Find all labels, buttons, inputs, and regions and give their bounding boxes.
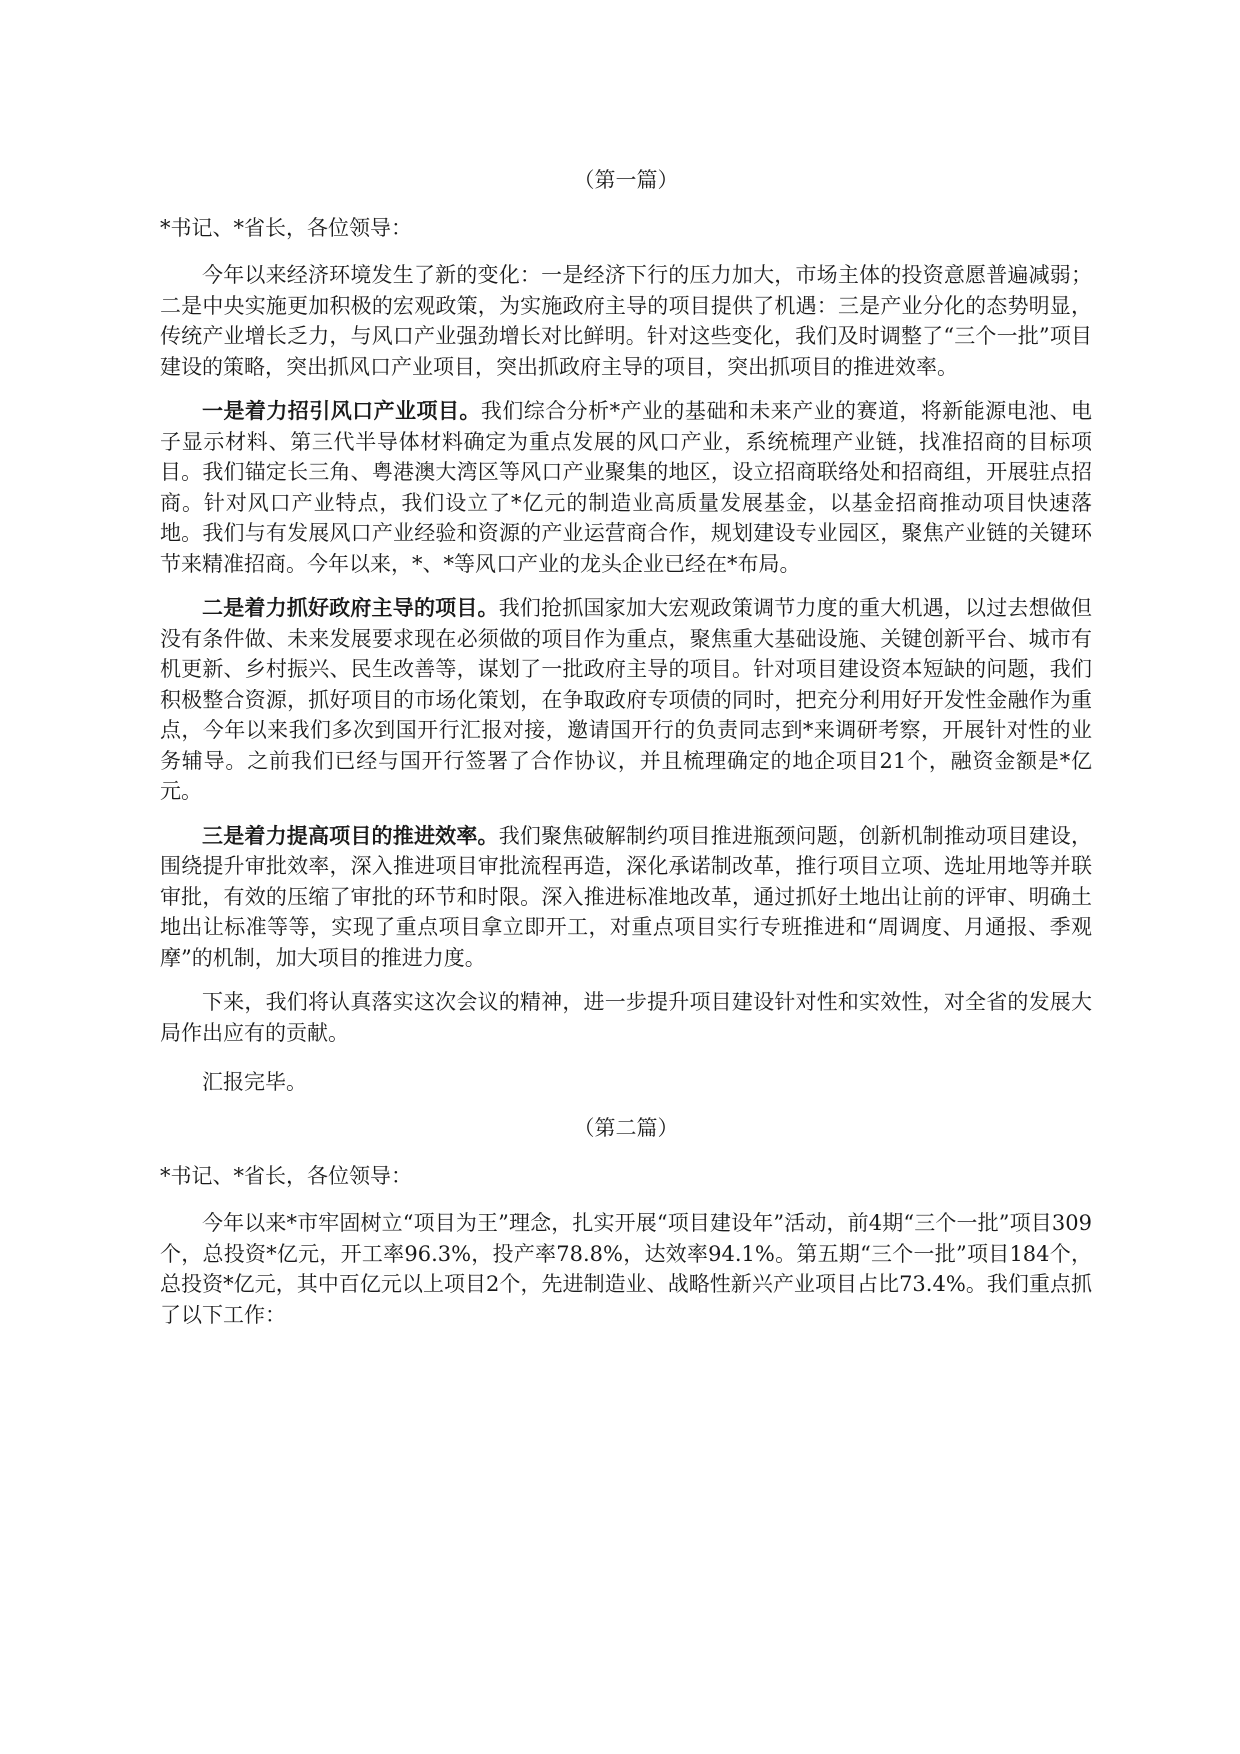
article2-heading: （第二篇）	[573, 1116, 679, 1140]
article2-intro: 今年以来*市牢固树立“项目为王”理念，扎实开展“项目建设年”活动，前4期“三个一批”项目309个，总投资*亿元，开工率96.3%，投产率78.8%，达效率94.1%。第五期“三个一批”项目184个，总投资*亿元，其中百亿元以上项目2个，先进制造业、战略性新兴产业项目占比73.4%。我们重点抓了以下工作：	[160, 1211, 1092, 1327]
document-page	[160, 160, 1092, 1344]
article1-point3-lead: 三是着力提高项目的推进效率。	[202, 822, 499, 848]
article1-point2-body: 我们抢抓国家加大宏观政策调节力度的重大机遇，以过去想做但没有条件做、未来发展要求现在必须做的项目作为重点，聚焦重大基础设施、关键创新平台、城市有机更新、乡村振兴、民生改善等，谋划了一批政府主导的项目。针对项目建设资本短缺的问题，我们积极整合资源，抓好项目的市场化策划，在争取政府专项债的同时，把充分利用好开发性金融作为重点，今年以来我们多次到国开行汇报对接，邀请国开行的负责同志到*来调研考察，开展针对性的业务辅导。之前我们已经与国开行签署了合作协议，并且梳理确定的地企项目21个，融资金额是*亿元。	[160, 596, 1093, 803]
article1-heading: （第一篇）	[573, 168, 679, 192]
article1-point2-lead: 二是着力抓好政府主导的项目。	[202, 595, 499, 620]
article1-point3	[160, 821, 1092, 974]
article1-point2	[160, 593, 1092, 807]
article1-conclusion: 下来，我们将认真落实这次会议的精神，进一步提升项目建设针对性和实效性，对全省的发展大局作出应有的贡献。	[160, 990, 1092, 1045]
article1-closing: 汇报完毕。	[202, 1070, 307, 1094]
article1-salutation: *书记、*省长，各位领导：	[160, 216, 412, 240]
article1-point1	[160, 396, 1092, 579]
article1-point3-body: 我们聚焦破解制约项目推进瓶颈问题，创新机制推动项目建设，围绕提升审批效率，深入推进项目审批流程再造，深化承诺制改革，推行项目立项、选址用地等并联审批，有效的压缩了审批的环节和时限。深入推进标准地改革，通过抓好土地出让前的评审、明确土地出让标准等等，实现了重点项目拿立即开工，对重点项目实行专班推进和“周调度、月通报、季观摩”的机制，加大项目的推进力度。	[160, 823, 1093, 970]
article1-point1-body: 我们综合分析*产业的基础和未来产业的赛道，将新能源电池、电子显示材料、第三代半导体材料确定为重点发展的风口产业，系统梳理产业链，找准招商的目标项目。我们锚定长三角、粤港澳大湾区等风口产业聚集的地区，设立招商联络处和招商组，开展驻点招商。针对风口产业特点，我们设立了*亿元的制造业高质量发展基金，以基金招商推动项目快速落地。我们与有发展风口产业经验和资源的产业运营商合作，规划建设专业园区，聚焦产业链的关键环节来精准招商。今年以来，*、*等风口产业的龙头企业已经在*布局。	[160, 399, 1093, 576]
article1-intro: 今年以来经济环境发生了新的变化：一是经济下行的压力加大，市场主体的投资意愿普遍减弱；二是中央实施更加积极的宏观政策，为实施政府主导的项目提供了机遇：三是产业分化的态势明显，传统产业增长乏力，与风口产业强劲增长对比鲜明。针对这些变化，我们及时调整了“三个一批”项目建设的策略，突出抓风口产业项目，突出抓政府主导的项目，突出抓项目的推进效率。	[160, 263, 1092, 379]
article1-point1-lead: 一是着力招引风口产业项目。	[202, 398, 481, 423]
article2-salutation: *书记、*省长，各位领导：	[160, 1164, 412, 1188]
